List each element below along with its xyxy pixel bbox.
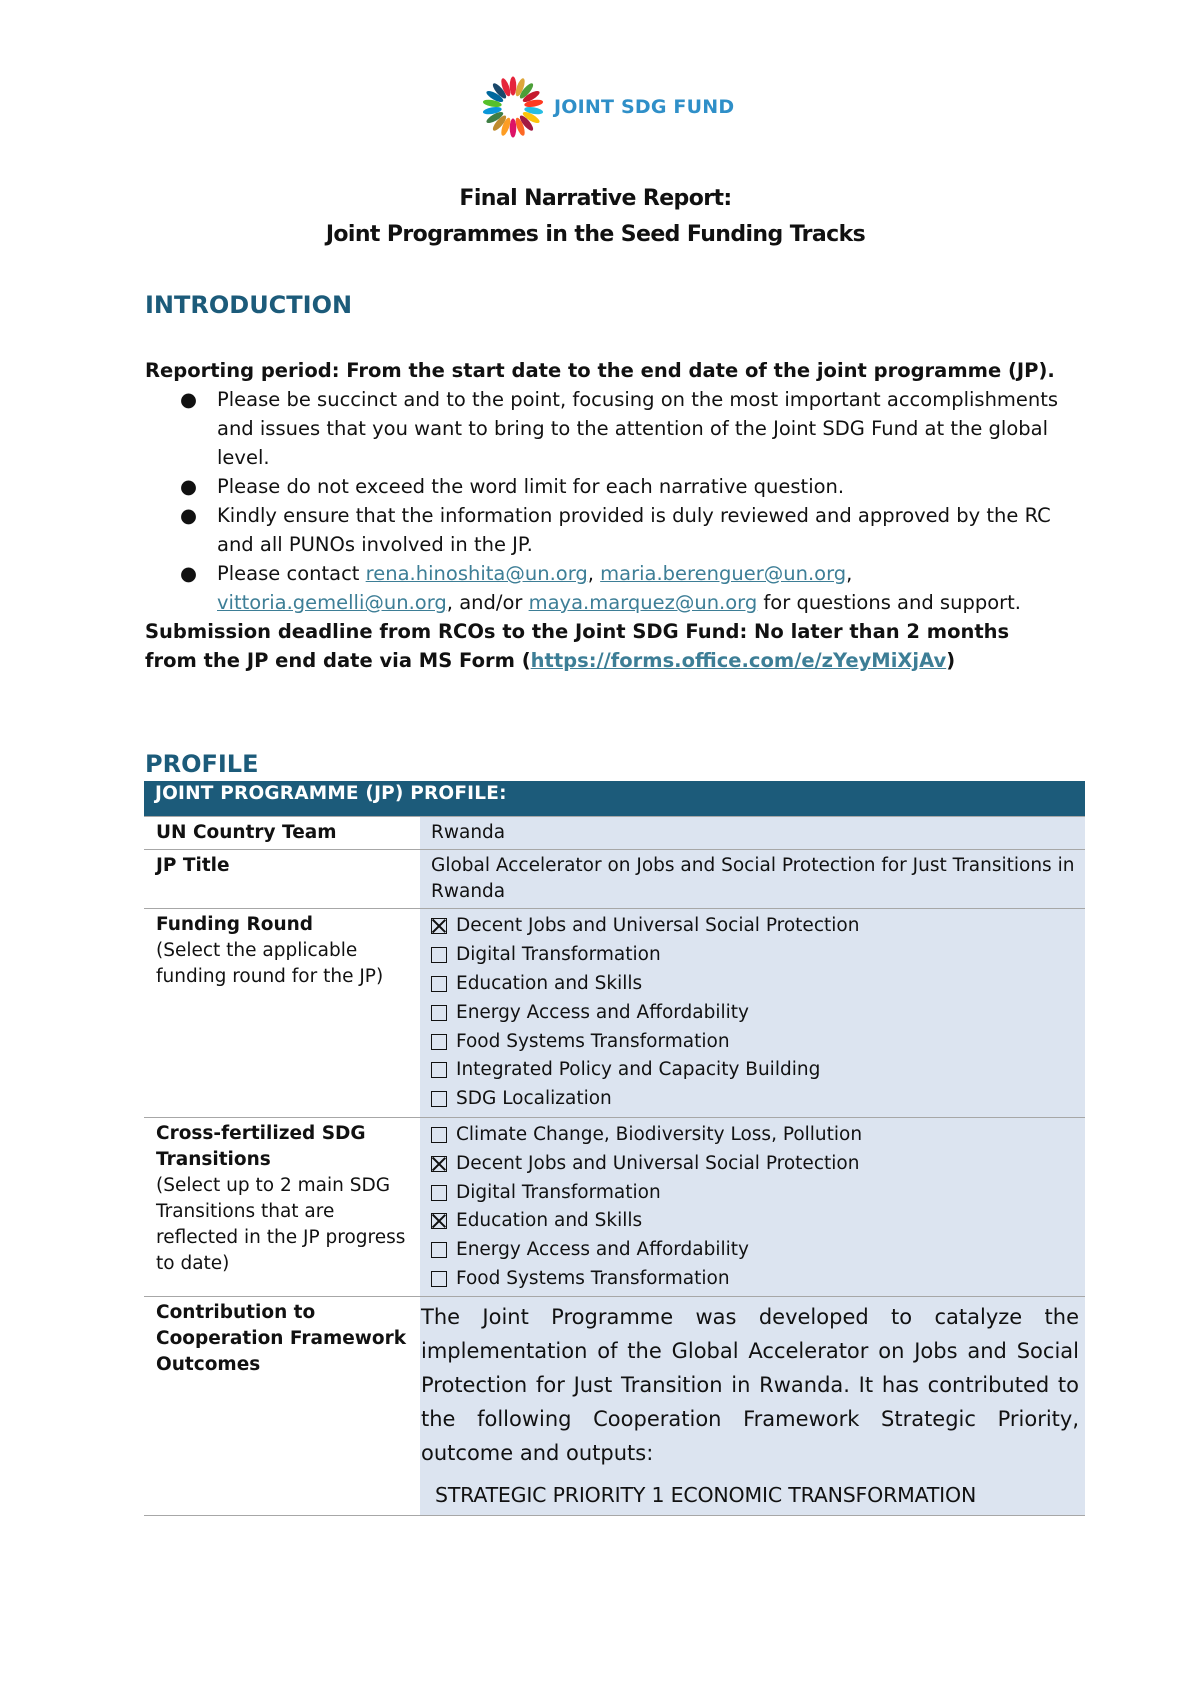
introduction-heading: INTRODUCTION [145,291,353,319]
sdg-transitions-option-label: Food Systems Transformation [456,1267,730,1289]
list-item: ● Please be succinct and to the point, focusing on the most important accomplishments and issues that you want to bring to the attention of the Joint SDG Fund at the global level. [180,388,1059,469]
ms-form-link[interactable]: https://forms.office.com/e/zYeyMiXjAv [530,649,947,672]
sdg-transitions-options [420,1117,1085,1297]
sdg-transitions-option-label: Energy Access and Affordability [456,1239,749,1261]
unchecked-checkbox-icon[interactable] [431,1005,447,1021]
logo-petal [510,119,517,138]
funding-round-option[interactable] [431,1027,1075,1056]
table-row [144,1297,1085,1516]
funding-round-option-label: Digital Transformation [456,944,661,966]
funding-round-option[interactable] [431,941,1075,970]
sdg-transitions-option-label: Climate Change, Biodiversity Loss, Pollution [456,1123,863,1145]
funding-round-label: Funding Round [156,914,314,935]
unchecked-checkbox-icon[interactable] [431,1127,447,1143]
table-header: JOINT PROGRAMME (JP) PROFILE: [144,781,1085,817]
unchecked-checkbox-icon[interactable] [431,976,447,992]
contribution-label: Contribution to Cooperation Framework Outcomes [156,1302,407,1376]
jp-profile-table [144,781,1085,1516]
email-link-rena[interactable]: rena.hinoshita@un.org [365,562,588,585]
funding-round-option-label: Energy Access and Affordability [456,1001,749,1023]
email-link-maya[interactable]: maya.marquez@un.org [528,591,758,614]
funding-round-option[interactable] [431,970,1075,999]
table-row [144,1117,1085,1297]
contribution-value [420,1297,1085,1516]
unchecked-checkbox-icon[interactable] [431,1062,447,1078]
un-country-team-value: Rwanda [420,817,1085,850]
profile-heading: PROFILE [145,750,259,778]
submission-deadline: Submission deadline from RCOs to the Joint SDG Fund: No later than 2 months from the JP end date via MS Form (https://forms.office.com/e/zYeyMiXjAv) [145,620,1010,672]
unchecked-checkbox-icon[interactable] [431,1271,447,1287]
sdg-transitions-option[interactable] [431,1149,1075,1178]
funding-round-note: (Select the applicable funding round for the JP) [156,940,384,987]
contribution-text: The Joint Programme was developed to catalyze the implementation of the Global Accelerator on Jobs and Social Protection for Just Transition in Rwanda. It has contributed to the following Cooperation Framework Strategic Priority, outcome and outputs: [421,1305,1079,1466]
sdg-wheel-logo-icon [480,74,546,140]
sdg-transitions-option-label: Education and Skills [456,1210,643,1232]
introduction-body [145,356,1085,675]
sdg-transitions-note: (Select up to 2 main SDG Transitions that are reflected in the JP progress to date) [156,1174,406,1274]
unchecked-checkbox-icon[interactable] [431,1091,447,1107]
strategic-priority: STRATEGIC PRIORITY 1 ECONOMIC TRANSFORMATION [435,1483,977,1508]
sdg-transitions-option[interactable] [431,1236,1075,1265]
checked-checkbox-icon[interactable] [431,1156,447,1172]
sdg-transitions-option[interactable] [431,1121,1075,1150]
email-link-vittoria[interactable]: vittoria.gemelli@un.org [217,591,447,614]
funding-round-option[interactable] [431,1056,1075,1085]
table-row [144,909,1085,1118]
list-item-contact: ● Please contact rena.hinoshita@un.org, maria.berenguer@un.org, vittoria.gemelli@un.org, and/or maya.marquez@un.org for questions and support. [180,562,1021,614]
jp-title-label: JP Title [156,855,230,876]
sdg-transitions-option[interactable] [431,1265,1075,1294]
funding-round-option[interactable] [431,912,1075,941]
funding-round-options [420,909,1085,1118]
report-title-line-1: Final Narrative Report: [459,186,732,211]
sdg-transitions-label: Cross-fertilized SDG Transitions [156,1122,366,1170]
funding-round-option-label: Education and Skills [456,972,643,994]
funding-round-option-label: Integrated Policy and Capacity Building [456,1059,821,1081]
list-item: ● Please do not exceed the word limit for each narrative question. [180,475,845,498]
instruction-list [145,385,1085,617]
sdg-transitions-option-label: Digital Transformation [456,1181,661,1203]
unchecked-checkbox-icon[interactable] [431,947,447,963]
un-country-team-label: UN Country Team [156,822,337,843]
logo-petal [510,77,517,96]
sdg-transitions-option[interactable] [431,1207,1075,1236]
checked-checkbox-icon[interactable] [431,1213,447,1229]
unchecked-checkbox-icon[interactable] [431,1034,447,1050]
funding-round-option-label: SDG Localization [456,1088,612,1110]
funding-round-option[interactable] [431,998,1075,1027]
table-row [144,817,1085,850]
jp-title-value: Global Accelerator on Jobs and Social Protection for Just Transitions in Rwanda [420,850,1085,909]
unchecked-checkbox-icon[interactable] [431,1242,447,1258]
table-row [144,850,1085,909]
unchecked-checkbox-icon[interactable] [431,1185,447,1201]
logo-text: JOINT SDG FUND [554,96,735,118]
reporting-period: Reporting period: From the start date to the end date of the joint programme (JP). [145,359,1055,382]
joint-sdg-fund-logo [480,74,734,140]
funding-round-option-label: Decent Jobs and Universal Social Protection [456,915,860,937]
funding-round-option-label: Food Systems Transformation [456,1030,730,1052]
sdg-transitions-option[interactable] [431,1178,1075,1207]
sdg-transitions-option-label: Decent Jobs and Universal Social Protection [456,1152,860,1174]
funding-round-option[interactable] [431,1085,1075,1114]
email-link-maria[interactable]: maria.berenguer@un.org [600,562,847,585]
checked-checkbox-icon[interactable] [431,918,447,934]
report-title-line-2: Joint Programmes in the Seed Funding Tracks [325,222,866,247]
list-item: ● Kindly ensure that the information provided is duly reviewed and approved by the RC and all PUNOs involved in the JP. [180,504,1051,556]
